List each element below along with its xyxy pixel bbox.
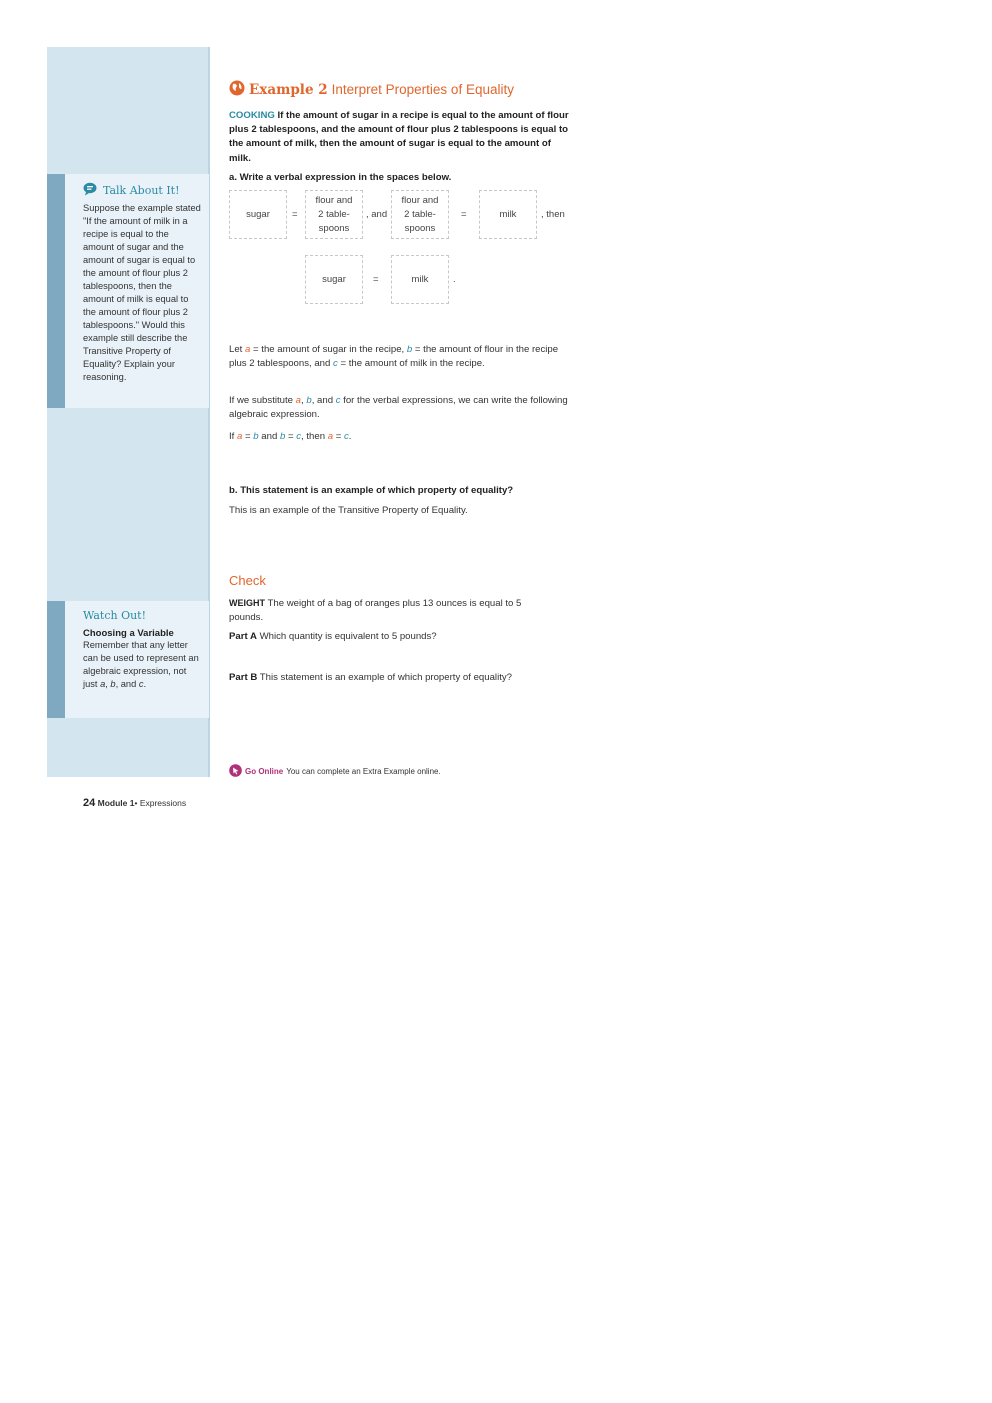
chat-icon	[83, 182, 99, 199]
verbal-box-milk[interactable]: milk	[479, 190, 537, 239]
var-b: b	[110, 679, 116, 689]
part-a-label: Part A	[229, 631, 257, 642]
text-part: = the amount of milk in the recipe.	[337, 358, 485, 369]
part-b-text: This statement is an example of which property of equality?	[259, 672, 512, 683]
var-c: c	[335, 395, 341, 406]
talk-about-it-box	[47, 174, 209, 408]
globe-icon	[229, 80, 245, 99]
part-a-text: Which quantity is equivalent to 5 pounds?	[259, 631, 437, 642]
part-b-answer: This is an example of the Transitive Property of Equality.	[229, 505, 468, 516]
text-part: ,	[301, 395, 307, 406]
text-part: =	[285, 431, 297, 442]
text-part: Let	[229, 344, 246, 355]
var-c: c	[138, 679, 144, 689]
variable-definitions	[229, 343, 574, 371]
example-intro	[229, 109, 574, 166]
text-part: If we substitute	[229, 395, 296, 406]
and-text: , and	[366, 209, 388, 220]
var-a: a	[237, 431, 243, 442]
var-a: a	[295, 395, 301, 406]
watch-out-text	[83, 639, 201, 691]
watch-out-text-part: ,	[105, 679, 111, 689]
verbal-box-sugar-2[interactable]: sugar	[305, 255, 363, 304]
check-title: Check	[229, 573, 266, 588]
intro-text: If the amount of sugar in a recipe is equal to the amount of flour plus 2 tablespoons, and the amount of flour plus 2 tablespoons is equal to the amount of milk, then the amount of sugar is equal to the amount of milk.	[229, 110, 569, 164]
var-b: b	[306, 395, 312, 406]
talk-about-text: Suppose the example stated "If the amount of milk in a recipe is equal to the amount of sugar and the amount of sugar is equal to the amount of flour plus 2 tablespoons, then the amount of milk is equal to the amount of flour plus 2 tablespoons." Would this example still describe the Transitive Property of Equality? Explain your reasoning.	[83, 203, 201, 382]
watch-out-title: Watch Out!	[83, 609, 147, 622]
text-part: = the amount of sugar in the recipe,	[250, 344, 407, 355]
then-text: , then	[541, 209, 565, 220]
text-part: =	[333, 431, 344, 442]
go-online-text: You can complete an Extra Example online.	[286, 767, 441, 776]
text-part: , then	[301, 431, 328, 442]
example-section	[229, 80, 574, 183]
text-part: , and	[311, 395, 336, 406]
watch-out-subtitle: Choosing a Variable	[83, 628, 174, 639]
check-text: The weight of a bag of oranges plus 13 ounces is equal to 5 pounds.	[229, 598, 522, 623]
verbal-box-milk-2[interactable]: milk	[391, 255, 449, 304]
var-b: b	[279, 431, 286, 442]
watch-out-text-part: , and	[115, 679, 139, 689]
module-name: Module 1	[97, 798, 135, 808]
var-c: c	[344, 431, 349, 442]
substitution-text	[229, 394, 574, 422]
var-a: a	[245, 344, 251, 355]
talk-about-title	[83, 182, 201, 199]
verbal-box-flour[interactable]: flour and 2 table- spoons	[305, 190, 363, 239]
text-part: for the verbal expressions, we can write the following algebraic expression.	[229, 395, 568, 420]
go-online-icon	[229, 764, 242, 779]
check-problem	[229, 596, 554, 625]
example-number: Example 2	[249, 81, 328, 98]
equals-sign: =	[461, 209, 467, 220]
part-a-prompt: a. Write a verbal expression in the spaces below.	[229, 171, 452, 183]
go-online-label: Go Online	[245, 767, 284, 776]
page-footer	[83, 797, 186, 809]
verbal-box-sugar[interactable]: sugar	[229, 190, 287, 239]
page-number: 24	[83, 797, 96, 809]
check-tag: WEIGHT	[229, 598, 265, 608]
text-part: = the amount of flour in the recipe plus 2 tablespoons, and	[229, 344, 559, 369]
talk-about-title-text: Talk About It!	[103, 184, 180, 197]
var-b: b	[253, 431, 259, 442]
equals-sign: =	[373, 274, 379, 285]
algebraic-expression	[229, 430, 574, 444]
go-online-link[interactable]	[229, 764, 441, 779]
var-a: a	[100, 679, 106, 689]
text-part: and	[258, 431, 280, 442]
text-part: .	[348, 431, 352, 442]
footer-separator: •	[134, 798, 138, 808]
text-part: If	[229, 431, 237, 442]
watch-out-box	[47, 601, 209, 718]
equals-sign: =	[292, 209, 298, 220]
var-a: a	[327, 431, 334, 442]
text-part: =	[242, 431, 254, 442]
watch-out-text-part: Remember that any letter can be used to represent an algebraic expression, not just	[83, 640, 199, 689]
part-b-label: Part B	[229, 672, 258, 683]
watch-out-text-part: .	[143, 679, 147, 689]
box-accent-bar	[47, 174, 65, 408]
box-accent-bar	[47, 601, 65, 718]
var-b: b	[406, 344, 413, 355]
example-title	[229, 80, 574, 99]
example-heading: Interpret Properties of Equality	[331, 82, 514, 97]
period: .	[453, 274, 456, 285]
part-b-prompt: b. This statement is an example of which property of equality?	[229, 485, 514, 496]
check-part-b	[229, 671, 574, 685]
verbal-box-flour-2[interactable]: flour and 2 table- spoons	[391, 190, 449, 239]
var-c: c	[296, 431, 302, 442]
var-c: c	[333, 358, 338, 369]
intro-tag: COOKING	[229, 110, 275, 121]
check-part-a	[229, 630, 574, 644]
chapter-name: Expressions	[139, 798, 187, 808]
